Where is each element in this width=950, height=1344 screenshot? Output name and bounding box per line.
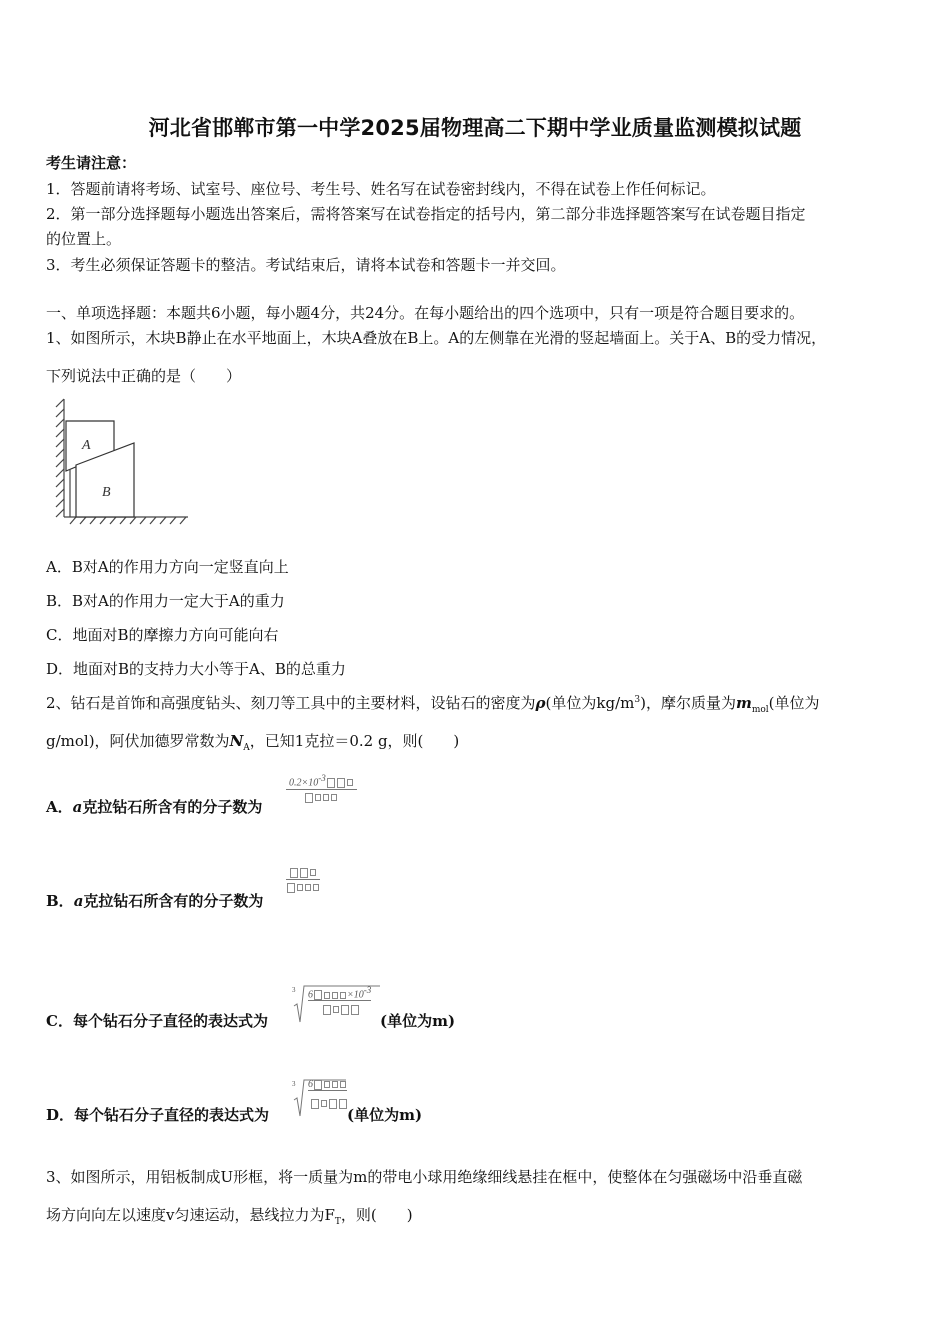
q2-option-b-text: 克拉钻石所含有的分子数为 [83, 892, 264, 910]
a-var: a [72, 798, 83, 816]
wall-hatching [56, 399, 64, 517]
q2-stem-line2a: g/mol)，阿伏加德罗常数为 [46, 732, 230, 750]
q2-option-c: C．每个钻石分子直径的表达式为 [46, 1012, 268, 1030]
q2-stem-line1 [46, 692, 820, 715]
q2-option-b-formula [286, 862, 320, 893]
notice-heading: 考生请注意： [46, 154, 137, 172]
block-b-label: B [102, 485, 111, 500]
q2-option-b [46, 890, 263, 911]
q1-stem-line1: 1、如图所示，木块B静止在水平地面上，木块A叠放在B上。A的左侧靠在光滑的竖起墙面上。关于A、B的受力情况， [46, 329, 827, 347]
q3-stem-line2a: 场方向向左以速度v匀速运动，悬线拉力为F [46, 1206, 335, 1224]
q3-stem-line2 [46, 1204, 413, 1227]
q2-option-a-letter: A． [46, 798, 73, 816]
q2-option-d-formula [290, 1076, 348, 1123]
q3-stem-line2b: ，则( ) [340, 1206, 413, 1224]
q2-option-b-letter: B． [46, 892, 74, 910]
rho-symbol: ρ [535, 694, 546, 712]
m-symbol: m [735, 694, 752, 712]
na-sub: A [243, 743, 250, 753]
notice-item-3: 3．考生必须保证答题卡的整洁。考试结束后，请将本试卷和答题卡一并交回。 [46, 256, 566, 274]
page-title: 河北省邯郸市第一中学2025届物理高二下期中学业质量监测模拟试题 [148, 116, 802, 140]
notice-item-2: 2．第一部分选择题每小题选出答案后，需将答案写在试卷指定的括号内，第二部分非选择题答案写在试卷题目指定 [46, 205, 806, 223]
formula-c-num-suffix: ×10 [347, 989, 364, 1001]
q2-stem-d: (单位为 [768, 694, 820, 712]
q2-stem-line2 [46, 730, 459, 753]
q2-stem-line2b: ，已知1克拉＝0.2 g，则( ) [249, 732, 460, 750]
formula-c-num-prefix: 6 [308, 989, 313, 1001]
q2-stem-a: 2、钻石是首饰和高强度钻头、刻刀等工具中的主要材料，设钻石的密度为 [46, 694, 536, 712]
q2-option-c-formula [290, 982, 382, 1029]
ft-sub: T [334, 1217, 341, 1227]
ground-hatching [70, 517, 186, 524]
q2-option-d: D．每个钻石分子直径的表达式为 [46, 1106, 270, 1124]
block-a-label: A [82, 438, 91, 453]
q2-stem-c: )，摩尔质量为 [640, 694, 736, 712]
q1-option-d: D．地面对B的支持力大小等于A、B的总重力 [46, 660, 346, 678]
formula-c-exp: -3 [363, 985, 372, 995]
section-heading: 一、单项选择题：本题共6小题，每小题4分，共24分。在每小题给出的四个选项中，只有一项是符合题目要求的。 [46, 304, 805, 322]
q2-option-a-text: 克拉钻石所含有的分子数为 [82, 798, 263, 816]
formula-a-num: 0.2×10 [289, 777, 319, 788]
q2-option-a-formula [286, 772, 357, 803]
notice-item-2-cont: 的位置上。 [46, 230, 122, 248]
na-symbol: N [229, 732, 244, 750]
root-index-d: 3 [292, 1080, 296, 1088]
q2-option-c-unit: (单位为m) [380, 1012, 456, 1030]
q1-option-a: A．B对A的作用力方向一定竖直向上 [46, 558, 289, 576]
q2-stem-b: (单位为kg/m [545, 694, 635, 712]
root-index-c: 3 [292, 986, 296, 994]
q1-option-b: B．B对A的作用力一定大于A的重力 [46, 592, 285, 610]
formula-a-exp: -3 [318, 772, 326, 783]
q3-stem-line1: 3、如图所示，用铝板制成U形框，将一质量为m的带电小球用绝缘细线悬挂在框中，使整体在匀强磁场中沿垂直磁 [46, 1168, 803, 1186]
q1-stem-line2: 下列说法中正确的是（ ） [46, 367, 242, 385]
a-var-b: a [73, 892, 84, 910]
q1-option-c: C．地面对B的摩擦力方向可能向右 [46, 626, 279, 644]
q2-option-a [46, 796, 262, 817]
q1-figure [52, 395, 192, 525]
formula-d-num-prefix: 6 [308, 1079, 313, 1090]
notice-item-1: 1．答题前请将考场、试室号、座位号、考生号、姓名写在试卷密封线内，不得在试卷上作任何标记。 [46, 180, 716, 198]
cube-exp: 3 [634, 695, 641, 705]
mol-sub: mol [751, 705, 769, 715]
q2-option-d-unit: (单位为m) [347, 1106, 423, 1124]
